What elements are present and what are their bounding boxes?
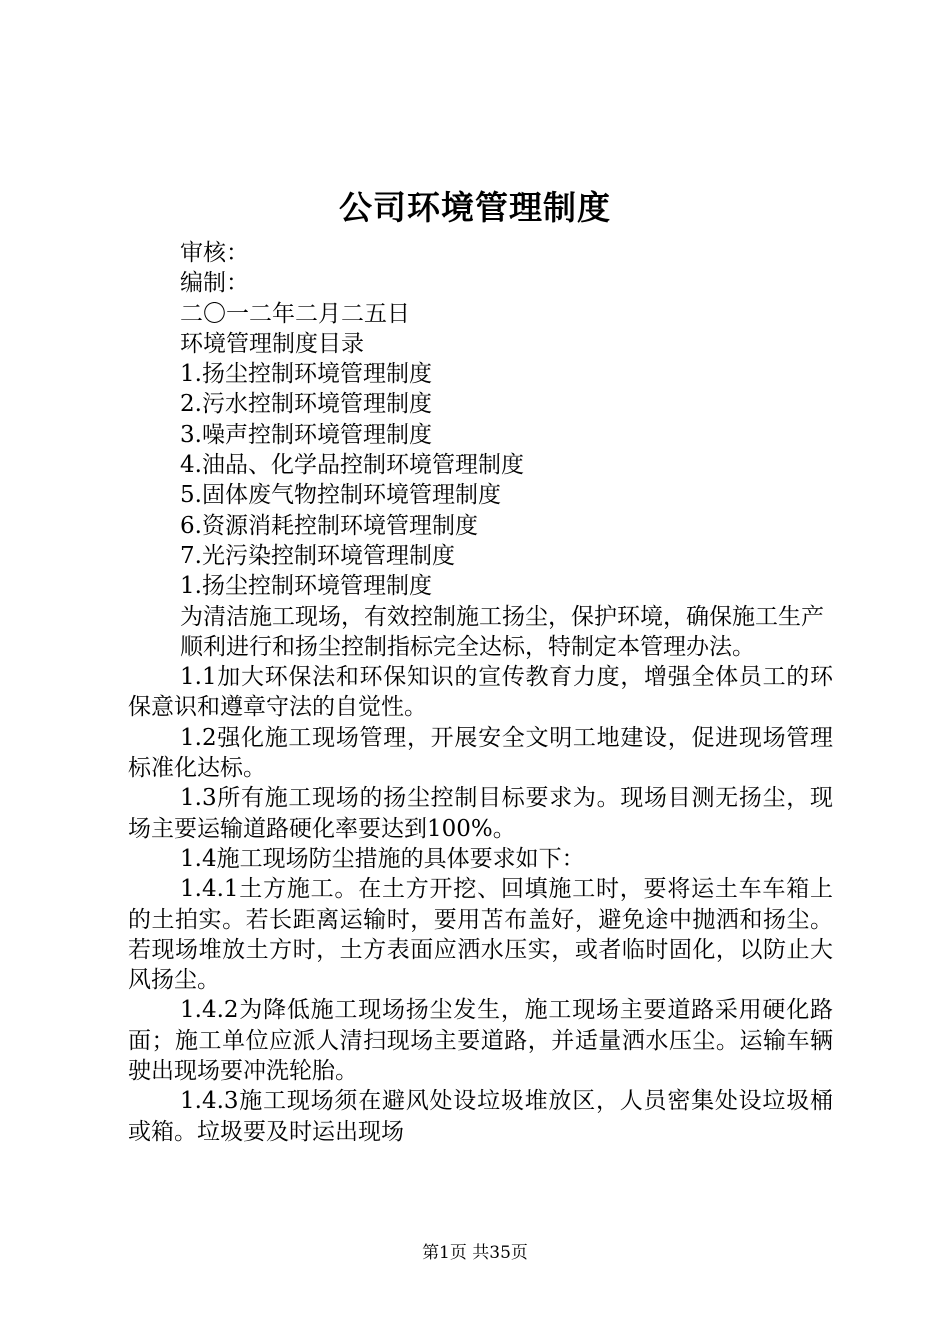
paragraph: 1.4.3施工现场须在避风处设垃圾堆放区，人员密集处设垃圾桶或箱。垃圾要及时运出现场 [128,1088,833,1145]
paragraph: 1.2强化施工现场管理，开展安全文明工地建设，促进现场管理标准化达标。 [128,724,833,782]
paragraph: 1.4.2为降低施工现场扬尘发生，施工现场主要道路采用硬化路面；施工单位应派人清扫现场主要道路，并适量洒水压尘。运输车辆驶出现场要冲洗轮胎。 [128,997,833,1085]
paragraph: 1.3所有施工现场的扬尘控制目标要求为。现场目测无扬尘，现场主要运输道路硬化率要达到100%。 [128,785,833,842]
reviewer-line: 审核： [180,240,249,266]
date-line: 二〇一二年二月二五日 [180,300,410,327]
toc-item: 7.光污染控制环境管理制度 [180,542,455,569]
paragraph: 1.4施工现场防尘措施的具体要求如下： [180,845,585,872]
document-title: 公司环境管理制度 [339,188,611,227]
section-heading: 1.扬尘控制环境管理制度 [180,573,432,600]
paragraph: 顺利进行和扬尘控制指标完全达标，特制定本管理办法。 [180,633,755,660]
toc-item: 5.固体废气物控制环境管理制度 [180,482,501,509]
paragraph: 为清洁施工现场，有效控制施工扬尘，保护环境，确保施工生产 [180,603,824,630]
document-body [128,238,833,1147]
editor-line: 编制： [180,270,249,297]
paragraph: 1.1加大环保法和环保知识的宣传教育力度，增强全体员工的环保意识和遵章守法的自觉性。 [128,664,833,721]
toc-item: 1.扬尘控制环境管理制度 [180,361,432,388]
page-footer: 第1页 共35页 [422,1243,528,1263]
toc-item: 3.噪声控制环境管理制度 [180,421,432,448]
toc-item: 6.资源消耗控制环境管理制度 [180,512,478,539]
paragraph: 1.4.1土方施工。在土方开挖、回填施工时，要将运土车车箱上的土拍实。若长距离运输时，要用苫布盖好，避免途中抛洒和扬尘。若现场堆放土方时，土方表面应洒水压实，或者临时固化，以防止大风扬尘。 [128,876,833,994]
toc-item: 4.油品、化学品控制环境管理制度 [180,452,524,479]
toc-item: 2.污水控制环境管理制度 [180,391,432,418]
toc-heading: 环境管理制度目录 [180,330,364,357]
